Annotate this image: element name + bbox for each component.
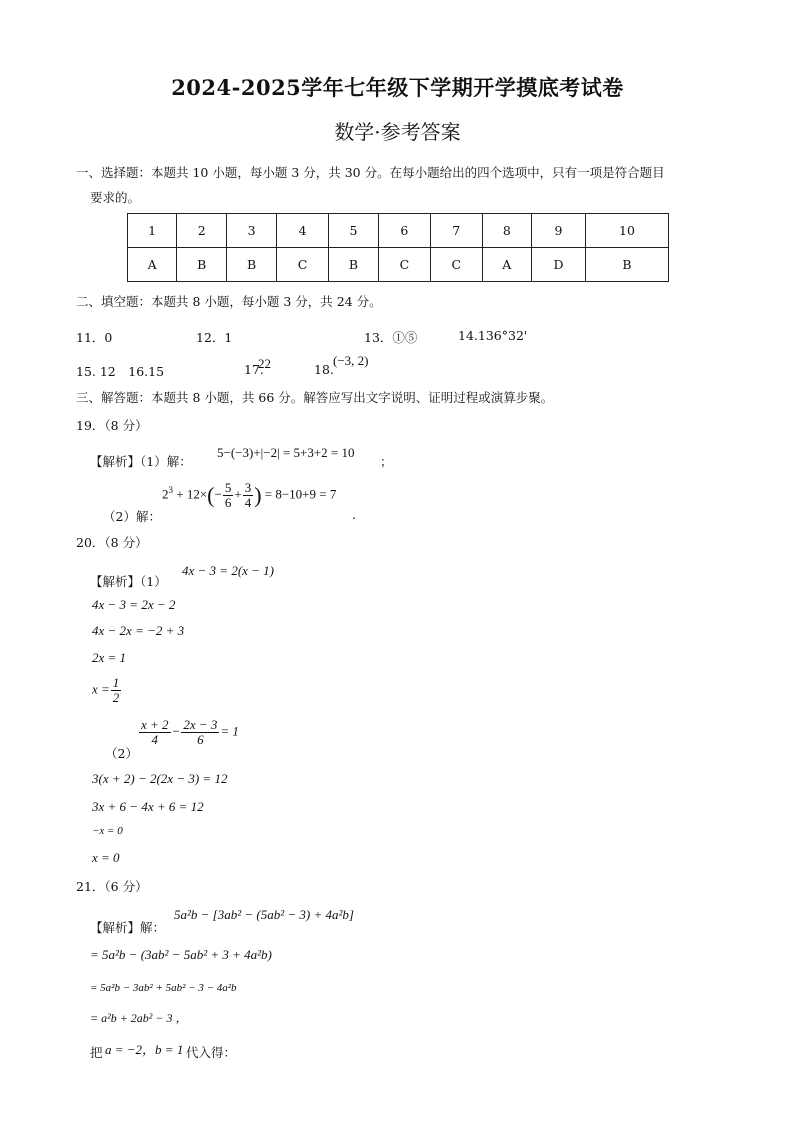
table-cell: 6 xyxy=(378,214,430,248)
fraction: $\frac{3}{4}$ xyxy=(244,480,252,510)
table-cell: B xyxy=(329,248,379,282)
table-cell: C xyxy=(378,248,430,282)
q20-header: 20．（8 分） xyxy=(76,535,148,550)
table-cell: A xyxy=(482,248,531,282)
answer-14: 14.136°32' xyxy=(458,328,528,343)
q20-step: 2x = 1 xyxy=(92,650,127,665)
q20-step: 4x − 2x = −2 + 3 xyxy=(92,623,185,638)
q20-step: x = 0 xyxy=(92,850,120,865)
q19-mid: + 12× xyxy=(173,486,208,502)
table-cell: 7 xyxy=(430,214,482,248)
answer-18-label: 18. xyxy=(314,362,334,377)
q19-post: = 8−10+9 = 7 xyxy=(261,486,337,502)
q21-expression: 5a²b − [3ab² − (5ab² − 3) + 4a²b] xyxy=(174,907,354,922)
q21-label: 【解析】解： xyxy=(90,920,166,935)
table-cell: 5 xyxy=(329,214,379,248)
q20-part1-label: 【解析】（1） xyxy=(90,574,167,589)
table-cell: 1 xyxy=(128,214,177,248)
q21-substitute-pre: 把 xyxy=(90,1045,103,1060)
answer-17-label: 17. xyxy=(244,362,264,377)
section2-heading: 二、填空题：本题共 8 小题，每小题 3 分，共 24 分。 xyxy=(76,294,382,309)
answer-11: 11．0 xyxy=(76,330,113,345)
q19-exponent: 3 xyxy=(168,485,173,496)
q20-part2-equation xyxy=(138,718,239,747)
answer-15-16: 15. 12 16.15 xyxy=(76,364,165,379)
q19-part2-label: （2）解： xyxy=(103,509,161,524)
table-cell: 10 xyxy=(586,214,669,248)
answer-13: 13．①⑤ xyxy=(364,330,418,345)
table-cell: C xyxy=(277,248,329,282)
table-cell: 4 xyxy=(277,214,329,248)
section1-heading: 一、选择题：本题共 10 小题，每小题 3 分，共 30 分。在每小题给出的四个选项中，只有一项是符合题目 xyxy=(76,165,665,180)
table-row xyxy=(128,214,669,248)
q20-part2-label: （2） xyxy=(105,746,138,761)
q19-part2-expr: $2^3 + 12\times(-$ $\frac{5}{6}$ + $\frac{3}{4}$ ) = 8−10+9 = 7 xyxy=(162,480,337,510)
table-cell: B xyxy=(177,248,227,282)
page-subtitle: 数学·参考答案 xyxy=(334,120,461,144)
answer-17-value: 22 xyxy=(258,356,271,371)
table-cell: C xyxy=(430,248,482,282)
q20-step: 3x + 6 − 4x + 6 = 12 xyxy=(92,799,204,814)
q20-part1-equation: 4x − 3 = 2(x − 1) xyxy=(182,563,275,578)
q21-header: 21．（6 分） xyxy=(76,879,148,894)
section1-heading-cont: 要求的。 xyxy=(90,190,141,205)
q19-part2-end: . xyxy=(352,507,356,522)
answer-18-value: (−3, 2) xyxy=(333,353,369,368)
rhs: = 1 xyxy=(220,723,239,739)
table-cell: 3 xyxy=(227,214,277,248)
q21-step: = 5a²b − (3ab² − 5ab² + 3 + 4a²b) xyxy=(90,947,272,962)
minus-sign: − xyxy=(171,723,181,739)
fraction: $\frac{x + 2}{4}$ xyxy=(141,717,169,747)
q20-step: −x = 0 xyxy=(92,825,123,837)
table-cell: D xyxy=(531,248,585,282)
q19-base: 2 xyxy=(162,486,169,502)
section3-heading: 三、解答题：本题共 8 小题，共 66 分。解答应写出文字说明、证明过程或演算步聚。 xyxy=(76,390,554,405)
table-cell: 2 xyxy=(177,214,227,248)
q21-step: = 5a²b − 3ab² + 5ab² − 3 − 4a²b xyxy=(90,982,237,994)
q20-step: 4x − 3 = 2x − 2 xyxy=(92,597,176,612)
q19-part1-label: 【解析】（1）解： xyxy=(90,454,192,469)
table-cell: A xyxy=(128,248,177,282)
fraction: $\frac{2x - 3}{6}$ xyxy=(183,717,218,747)
q19-part1-end: ； xyxy=(380,454,393,469)
answer-table xyxy=(127,213,669,282)
q20-step: 3(x + 2) − 2(2x − 3) = 12 xyxy=(92,771,228,786)
q20-x-equals: x = xyxy=(92,681,110,697)
q19-header: 19．（8 分） xyxy=(76,418,148,433)
table-cell: B xyxy=(586,248,669,282)
fraction: $\frac{1}{2}$ xyxy=(112,675,120,705)
q21-substitute-post: 代入得： xyxy=(186,1045,237,1060)
fraction: $\frac{5}{6}$ xyxy=(224,480,232,510)
page-title: 2024-2025学年七年级下学期开学摸底考试卷 xyxy=(171,75,624,100)
table-row xyxy=(128,248,669,282)
table-cell: 8 xyxy=(482,214,531,248)
answer-12: 12．1 xyxy=(196,330,233,345)
q21-substitute-values: a = −2，b = 1 xyxy=(105,1042,184,1057)
table-cell: B xyxy=(227,248,277,282)
table-cell: 9 xyxy=(531,214,585,248)
q19-part1-expr: 5−(−3)+|−2| = 5+3+2 = 10 xyxy=(217,445,355,460)
q21-step: = a²b + 2ab² − 3 ， xyxy=(90,1011,188,1025)
q20-solution-1 xyxy=(92,676,122,705)
